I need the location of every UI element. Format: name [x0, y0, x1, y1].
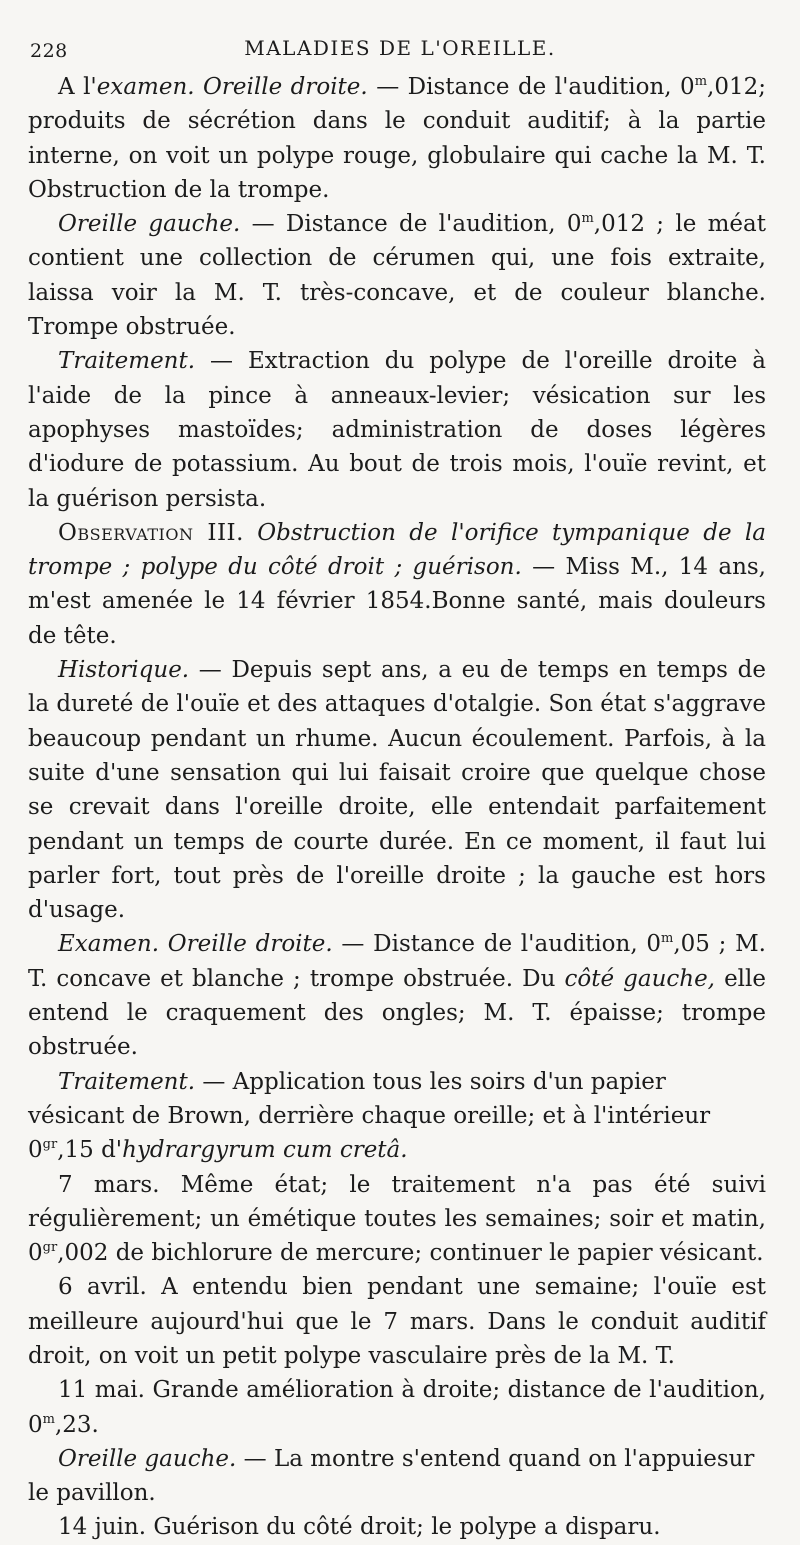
page-body — [28, 70, 766, 1545]
paragraph-may-11: 11 mai. Grande amélioration à droite; distance de l'audition, 0$^m$,23. — [28, 1377, 766, 1438]
page-header — [30, 30, 770, 64]
page-number: 228 — [30, 40, 68, 62]
paragraph-exam-2: Examen. Oreille droite. — Distance de l'audition, 0$^m$,05 ; M. T. concave et blanche ; trompe obstruée. Du côté gauche, elle entend le craquement des ongles; M. T. épaisse; trompe obstruée. — [28, 931, 766, 1061]
paragraph-observation-3: Observation III. Obstruction de l'orifice tympanique de la trompe ; polype du côté droit ; guérison. — Miss M., 14 ans, m'est amenée le 14 février 1854.Bonne santé, mais douleurs de tête. — [28, 519, 766, 649]
paragraph-exam-right: A l'examen. Oreille droite. — Distance de l'audition, 0$^m$,012; produits de sécrétion dans le conduit auditif; à la partie interne, on voit un polype rouge, globulaire qui cache la M. T. Obstruction de la trompe. — [28, 74, 766, 203]
paragraph-left-ear-2: Oreille gauche. — La montre s'entend quand on l'appuiesur le pavillon. — [28, 1445, 755, 1507]
paragraph-history: Historique. — Depuis sept ans, a eu de temps en temps de la dureté de l'ouïe et des attaques d'otalgie. Son état s'aggrave beaucoup pendant un rhume. Aucun écoulement. Parfois, à la suite d'une sensation qui lui faisait croire que quelque chose se crevait dans l'oreille droite, elle entendait parfaitement pendant un temps de courte durée. En ce moment, il faut lui parler fort, tout près de l'oreille droite ; la gauche est hors d'usage. — [28, 657, 766, 924]
running-title: MALADIES DE L'OREILLE. — [244, 36, 556, 60]
paragraph-treatment-2: Traitement. — Application tous les soirs d'un papier vésicant de Brown, derrière chaque oreille; et à l'intérieur $0^{gr},15$ d'hydrargyrum cum cretâ. — [28, 1068, 711, 1164]
paragraph-june-14: 14 juin. Guérison du côté droit; le polype a disparu. — [58, 1514, 661, 1541]
paragraph-left-ear: Oreille gauche. — Distance de l'audition, 0$^m$,012 ; le méat contient une collection de cérumen qui, une fois extraite, laissa voir la M. T. très-concave, et de couleur blanche. Trompe obstruée. — [28, 211, 766, 341]
paragraph-treatment: Traitement. — Extraction du polype de l'oreille droite à l'aide de la pince à anneaux-levier; vésication sur les apophyses mastoïdes; administration de doses légères d'iodure de potassium. Au bout de trois mois, l'ouïe revint, et la guérison persista. — [28, 348, 766, 512]
paragraph-april-6: 6 avril. A entendu bien pendant une semaine; l'ouïe est meilleure aujourd'hui que le 7 mars. Dans le conduit auditif droit, on voit un petit polype vasculaire près de la M. T. — [28, 1274, 766, 1369]
paragraph-march-7: 7 mars. Même état; le traitement n'a pas été suivi régulièrement; un émétique toutes les semaines; soir et matin, $0^{gr},002$ de bichlorure de mercure; continuer le papier vésicant. — [28, 1171, 766, 1267]
